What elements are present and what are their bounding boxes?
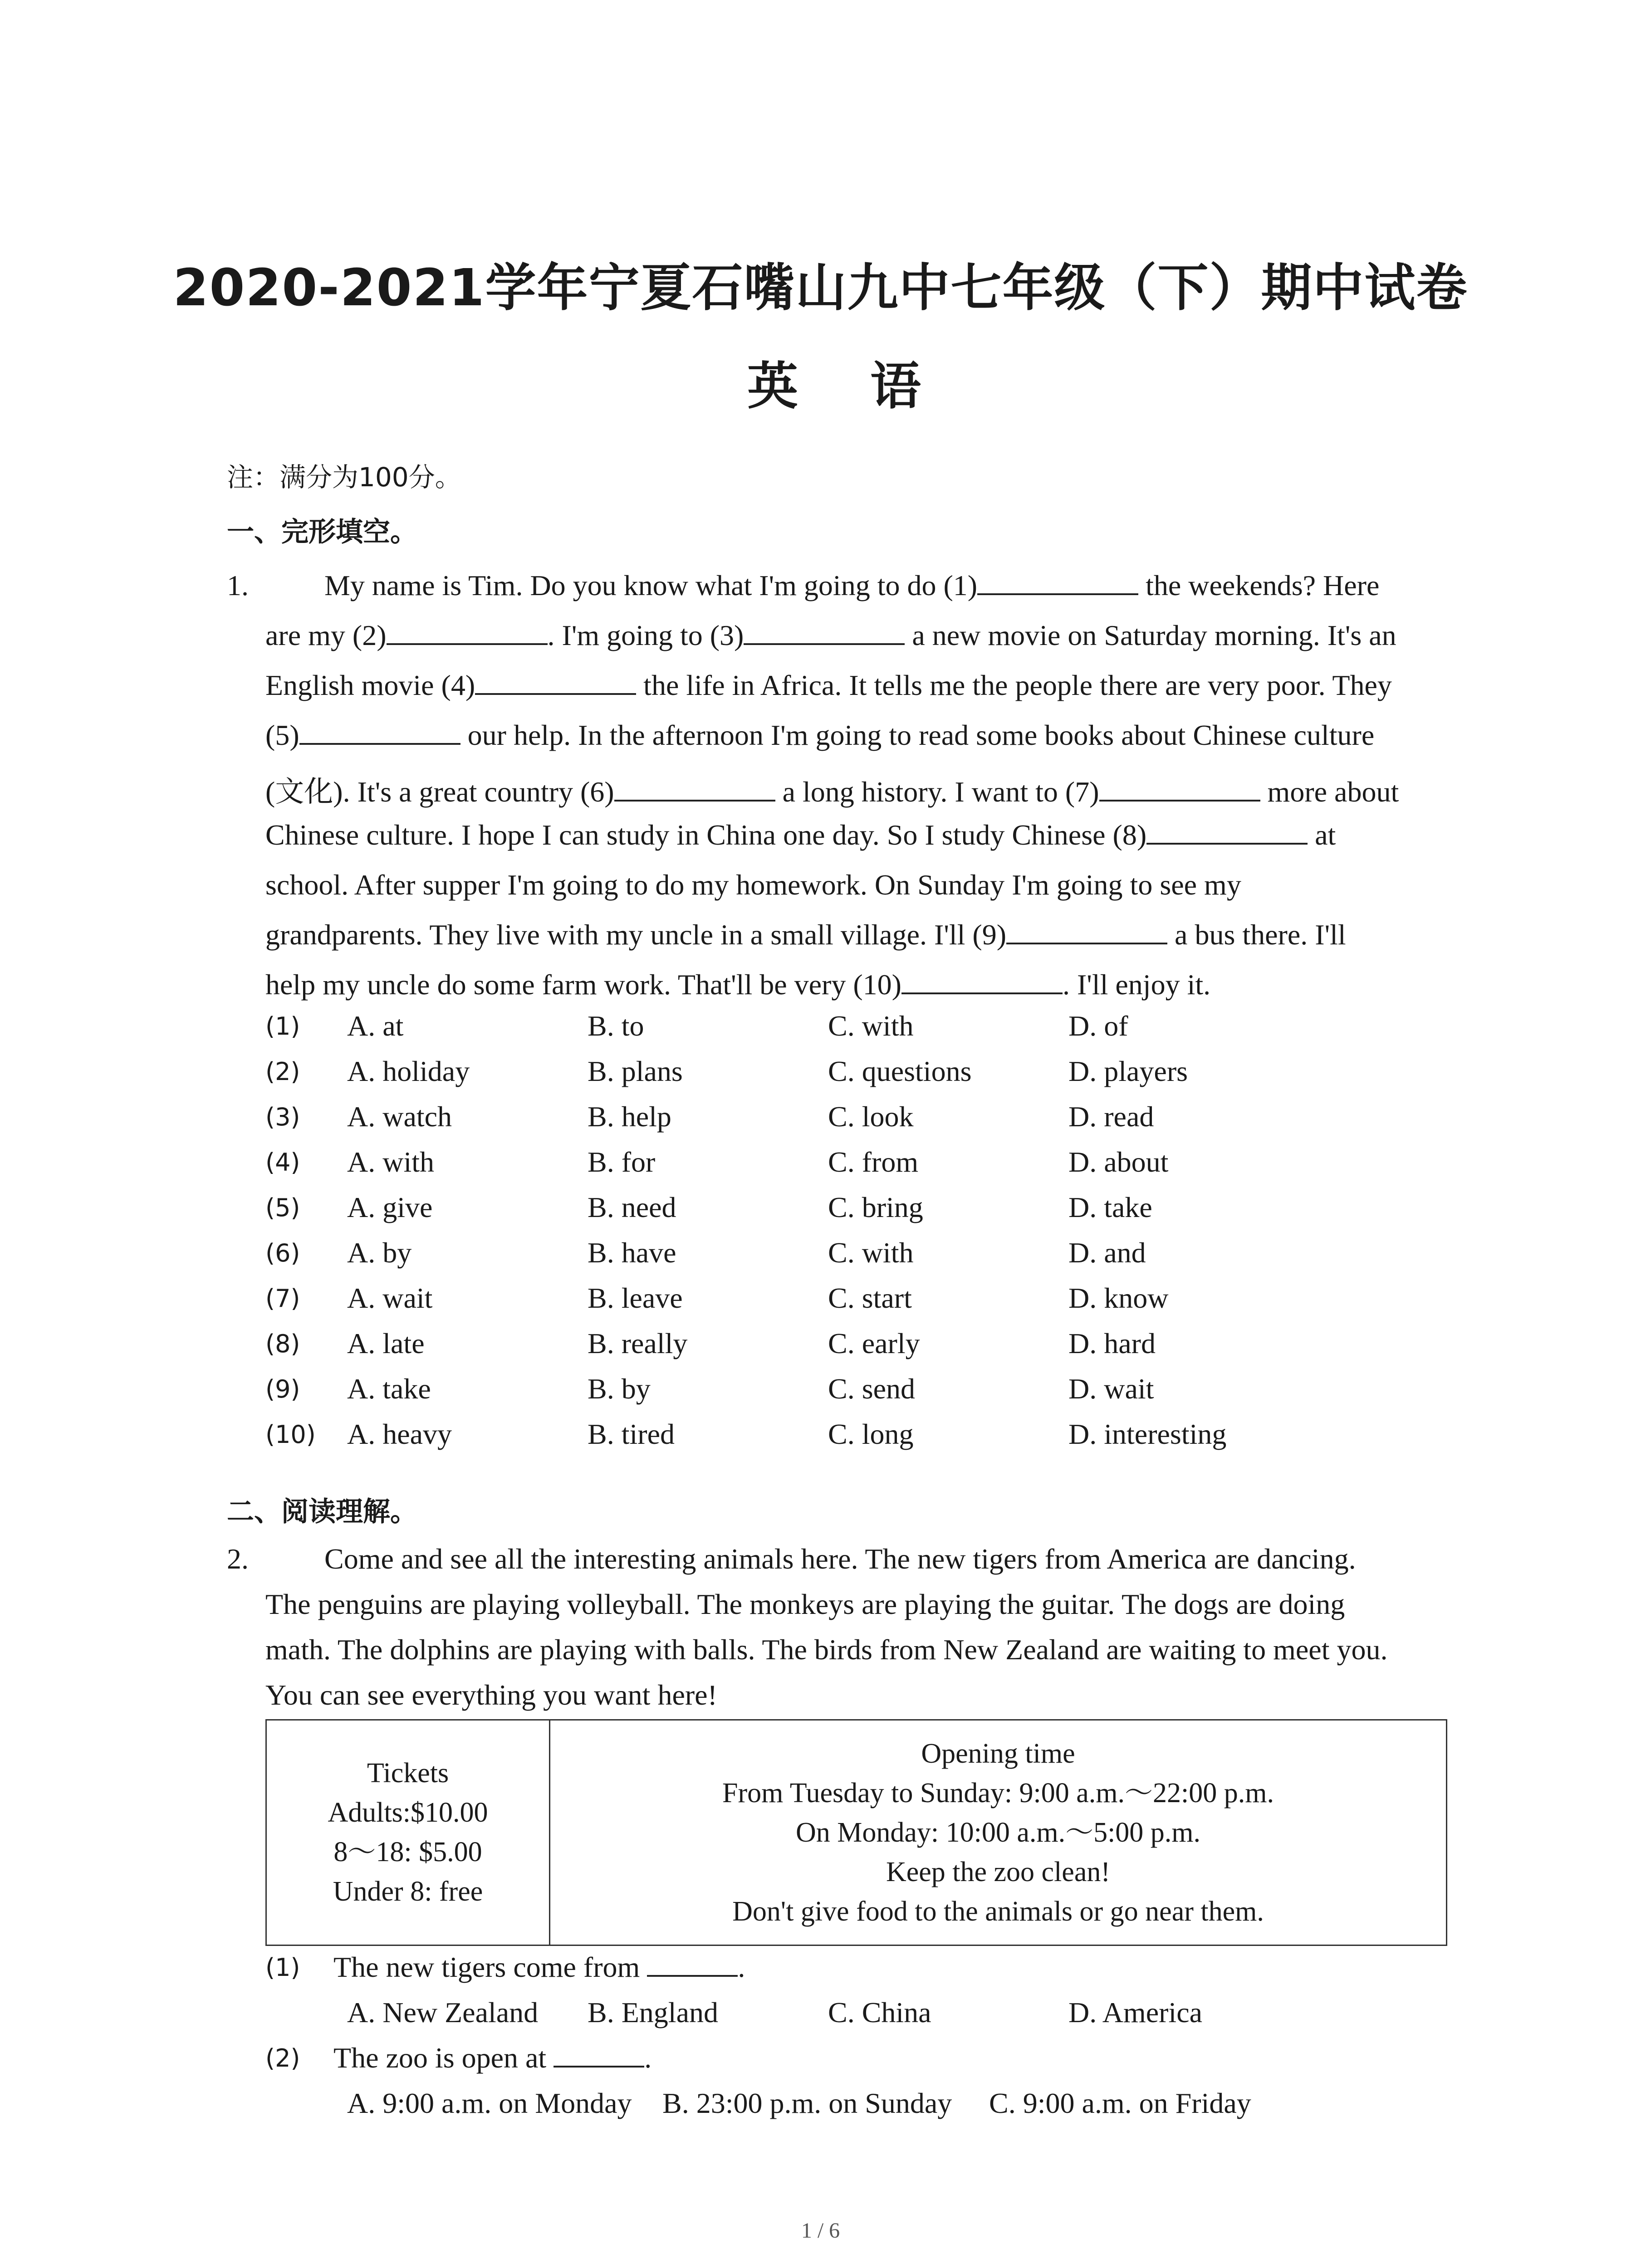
option-a: A. watch: [347, 1100, 452, 1133]
option-a: A. give: [347, 1191, 433, 1223]
passage-text: Chinese culture. I hope I can study in China one day. So I study Chinese (8): [265, 819, 1147, 851]
question-number: (1): [265, 1953, 300, 1982]
option-d: D. take: [1068, 1191, 1152, 1223]
option-b: B. help: [588, 1100, 671, 1133]
option-a: A. New Zealand: [347, 1996, 539, 2028]
option-a: A. holiday: [347, 1055, 470, 1087]
passage-text: school. After supper I'm going to do my homework. On Sunday I'm going to see my: [265, 869, 1241, 901]
question-number: (2): [265, 2044, 300, 2072]
opening-line: Don't give food to the animals or go near them.: [732, 1896, 1264, 1927]
option-number: (3): [265, 1103, 300, 1131]
passage-text: . I'll enjoy it.: [1062, 968, 1211, 1001]
passage-line: [265, 968, 1210, 1002]
option-b: B. leave: [588, 1282, 683, 1314]
option-c: C. start: [828, 1282, 912, 1314]
option-c: C. 9:00 a.m. on Friday: [989, 2087, 1251, 2119]
option-c: C. with: [828, 1010, 914, 1042]
stem-text: The zoo is open at: [333, 2042, 554, 2074]
option-number: (1): [265, 1012, 300, 1041]
option-a: A. 9:00 a.m. on Monday: [347, 2087, 632, 2119]
passage-text: a bus there. I'll: [1167, 919, 1346, 951]
passage-text: the weekends? Here: [1138, 569, 1380, 601]
passage-text: English movie (4): [265, 669, 475, 701]
passage-line: You can see everything you want here!: [265, 1679, 717, 1711]
passage-text: the life in Africa. It tells me the people there are very poor. They: [636, 669, 1392, 701]
answer-blank: [977, 575, 1138, 595]
answer-blank: [647, 1957, 738, 1977]
option-b: B. tired: [588, 1418, 675, 1450]
option-number: (4): [265, 1148, 300, 1177]
question-stem: [333, 2041, 652, 2075]
option-a: A. late: [347, 1327, 425, 1359]
option-number: (6): [265, 1239, 300, 1267]
option-d: D. players: [1068, 1055, 1188, 1087]
option-a: A. at: [347, 1010, 404, 1042]
ticket-line: Adults:$10.00: [328, 1797, 488, 1828]
opening-line: From Tuesday to Sunday: 9:00 a.m.～22:00 p.m.: [722, 1777, 1274, 1809]
section-heading-cloze: 一、完形填空。: [227, 516, 417, 548]
option-a: A. take: [347, 1373, 431, 1405]
passage-line: [324, 569, 1379, 602]
answer-blank: [1006, 924, 1167, 944]
passage-text: our help. In the afternoon I'm going to read some books about Chinese culture: [460, 719, 1375, 751]
option-d: D. America: [1068, 1996, 1202, 2028]
option-d: D. hard: [1068, 1327, 1156, 1359]
passage-line: Come and see all the interesting animals here. The new tigers from America are dancing.: [324, 1543, 1356, 1575]
option-b: B. need: [588, 1191, 676, 1223]
option-d: D. and: [1068, 1237, 1146, 1269]
option-a: A. wait: [347, 1282, 433, 1314]
option-c: C. send: [828, 1373, 915, 1405]
option-a: A. by: [347, 1237, 412, 1269]
passage-text: more about: [1260, 776, 1399, 808]
passage-line: [265, 918, 1346, 952]
option-b: B. plans: [588, 1055, 683, 1087]
answer-blank: [1146, 825, 1308, 845]
passage-text: grandparents. They live with my uncle in a small village. I'll (9): [265, 919, 1007, 951]
ticket-line: Tickets: [367, 1758, 449, 1789]
opening-line: On Monday: 10:00 a.m.～5:00 p.m.: [795, 1817, 1201, 1848]
stem-text: .: [738, 1951, 745, 1983]
option-c: C. from: [828, 1146, 919, 1178]
stem-text: The new tigers come from: [333, 1951, 647, 1983]
stem-text: .: [644, 2042, 652, 2074]
passage-text: (5): [265, 719, 299, 751]
option-a: A. heavy: [347, 1418, 452, 1450]
answer-blank: [475, 675, 636, 695]
subject-title: 英 语: [747, 357, 948, 416]
exam-title: 2020-2021学年宁夏石嘴山九中七年级（下）期中试卷: [173, 259, 1468, 318]
option-d: D. interesting: [1068, 1418, 1227, 1450]
option-d: D. know: [1068, 1282, 1169, 1314]
passage-text: My name is Tim. Do you know what I'm going to do (1): [324, 569, 978, 601]
passage-text: help my uncle do some farm work. That'll be very (10): [265, 968, 901, 1001]
section-heading-reading: 二、阅读理解。: [227, 1496, 417, 1528]
passage-text: are my (2): [265, 619, 387, 651]
passage-text: (文化). It's a great country (6): [265, 776, 614, 808]
answer-blank: [901, 974, 1063, 994]
ticket-line: 8～18: $5.00: [333, 1837, 482, 1867]
question-number-1: 1.: [227, 569, 249, 601]
option-c: C. early: [828, 1327, 920, 1359]
option-number: (8): [265, 1330, 300, 1358]
option-number: (7): [265, 1284, 300, 1313]
option-b: B. really: [588, 1327, 688, 1359]
option-c: C. with: [828, 1237, 914, 1269]
option-b: B. for: [588, 1146, 656, 1178]
option-c: C. China: [828, 1996, 931, 2028]
passage-line: [265, 669, 1392, 702]
passage-text: . I'm going to (3): [547, 619, 744, 651]
passage-text: a long history. I want to (7): [775, 776, 1099, 808]
option-c: C. long: [828, 1418, 914, 1450]
option-d: D. wait: [1068, 1373, 1154, 1405]
answer-blank: [554, 2048, 644, 2068]
zoo-info-table: [265, 1719, 1447, 1946]
opening-line: Opening time: [921, 1738, 1075, 1769]
passage-line: [265, 868, 1241, 902]
answer-blank: [1099, 782, 1260, 802]
option-d: D. of: [1068, 1010, 1128, 1042]
answer-blank: [387, 625, 548, 645]
answer-blank: [614, 782, 775, 802]
passage-line: math. The dolphins are playing with balls. The birds from New Zealand are waiting to meet you.: [265, 1633, 1388, 1666]
option-c: C. questions: [828, 1055, 972, 1087]
passage-text: a new movie on Saturday morning. It's an: [905, 619, 1396, 651]
option-d: D. about: [1068, 1146, 1169, 1178]
passage-text: at: [1308, 819, 1336, 851]
option-a: A. with: [347, 1146, 434, 1178]
question-number-2: 2.: [227, 1543, 249, 1575]
tickets-cell: [266, 1720, 550, 1945]
ticket-line: Under 8: free: [333, 1876, 483, 1907]
option-b: B. have: [588, 1237, 676, 1269]
option-number: (9): [265, 1375, 300, 1403]
option-d: D. read: [1068, 1100, 1154, 1133]
option-c: C. bring: [828, 1191, 923, 1223]
option-number: (5): [265, 1193, 300, 1222]
question-stem: [333, 1950, 745, 1984]
option-b: B. by: [588, 1373, 651, 1405]
answer-blank: [744, 625, 905, 645]
score-note: 注：满分为100分。: [227, 462, 461, 493]
answer-blank: [299, 725, 460, 745]
option-number: (10): [265, 1420, 316, 1449]
passage-line: [265, 719, 1374, 752]
passage-line: [265, 818, 1336, 852]
option-number: (2): [265, 1057, 300, 1086]
option-b: B. to: [588, 1010, 644, 1042]
option-b: B. 23:00 p.m. on Sunday: [662, 2087, 952, 2119]
passage-line: The penguins are playing volleyball. The monkeys are playing the guitar. The dogs are doing: [265, 1588, 1345, 1620]
passage-line: [265, 619, 1396, 652]
option-b: B. England: [588, 1996, 718, 2028]
opening-line: Keep the zoo clean!: [886, 1856, 1110, 1887]
opening-time-cell: [550, 1720, 1447, 1945]
passage-line: [265, 768, 1399, 810]
page-number: 1 / 6: [801, 2219, 840, 2243]
option-c: C. look: [828, 1100, 914, 1133]
